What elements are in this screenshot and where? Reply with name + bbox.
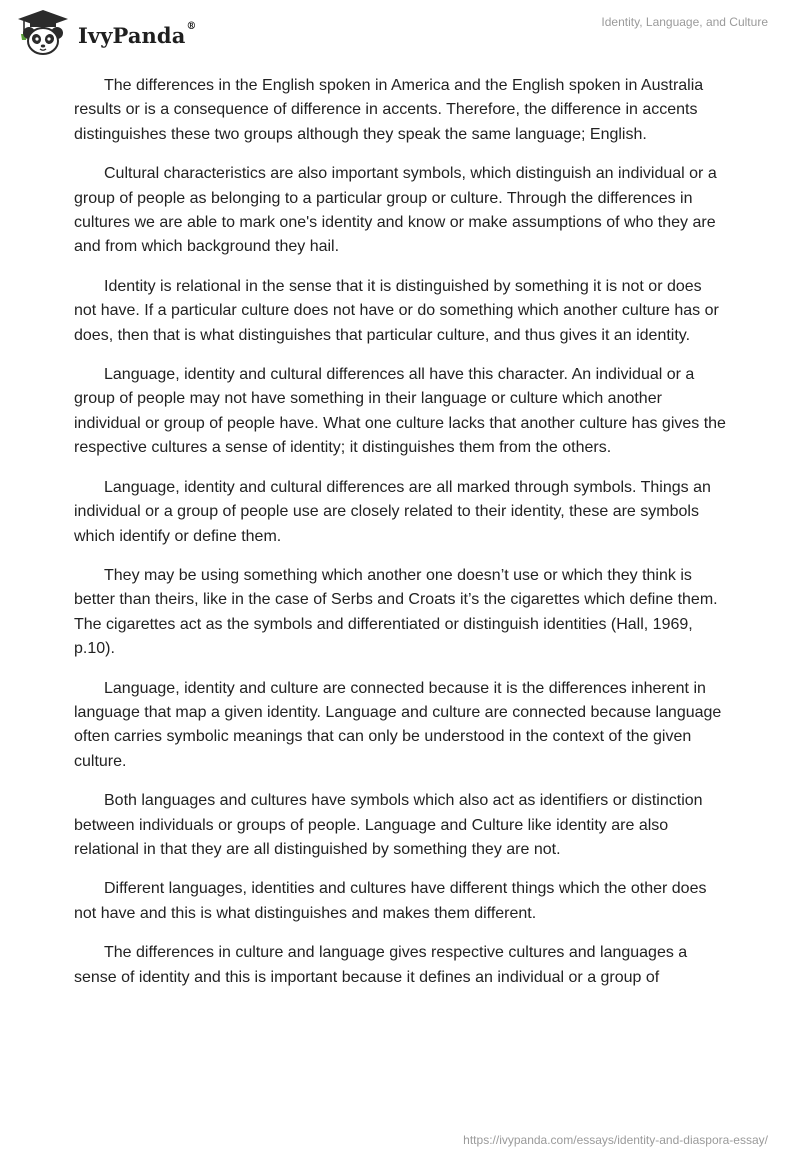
paragraph: Different languages, identities and cultures have different things which the other does not have and this is what distinguishes and makes them different. (74, 880, 707, 922)
paragraph: They may be using something which another one doesn’t use or which they think is better than theirs, like in the case of Serbs and Croats it’s the cigarettes which define them. The cigarettes act as the symbols and differentiated or distinguish identities (Hall, 1969, p.10). (74, 566, 718, 658)
paragraph: Both languages and cultures have symbols which also act as identifiers or distinction between individuals or groups of people. Language and Culture like identity are also relational in that they are all distinguished by something they are not. (74, 792, 703, 858)
ivypanda-logo[interactable] (14, 8, 197, 58)
paragraph: The differences in the English spoken in America and the English spoken in Australia results or is a consequence of difference in accents. Therefore, the difference in accents distinguishes these two groups although they speak the same language; English. (74, 77, 704, 143)
paragraph: Cultural characteristics are also important symbols, which distinguish an individual or a group of people as belonging to a particular group or culture. Through the differences in cultures we are able to mark one's identity and know or make assumptions of who they are and from which background they hail. (74, 165, 717, 256)
essay-body (74, 74, 726, 1005)
document-title: Identity, Language, and Culture (601, 15, 768, 29)
paragraph: Language, identity and cultural differences all have this character. An individual or a group of people may not have something in their language or culture which another individual or group of people have. What one culture lacks that another culture has gives the respective cultures a sense of identity; it distinguishes them from the others. (74, 366, 726, 457)
paragraph: Language, identity and cultural differences are all marked through symbols. Things an individual or a group of people use are closely related to their identity, these are symbols which identify or define them. (74, 478, 711, 545)
registered-mark: ® (186, 20, 197, 32)
brand-name: IvyPanda® (78, 20, 197, 48)
paragraph: Identity is relational in the sense that it is distinguished by something it is not or does not have. If a particular culture does not have or do something which another culture has or does, then that is what distinguishes that particular culture, and thus gives it an identity. (74, 277, 719, 344)
page-header (0, 0, 800, 60)
panda-graduation-cap-icon (14, 8, 72, 58)
paragraph: Language, identity and culture are connected because it is the differences inherent in language that map a given identity. Language and culture are connected because language often carries symbolic meanings that can only be understood in the context of the given culture. (74, 679, 722, 770)
paragraph: The differences in culture and language gives respective cultures and languages a sense of identity and this is important because it defines an individual or a group of (74, 944, 688, 986)
source-url[interactable]: https://ivypanda.com/essays/identity-and-diaspora-essay/ (463, 1133, 768, 1147)
